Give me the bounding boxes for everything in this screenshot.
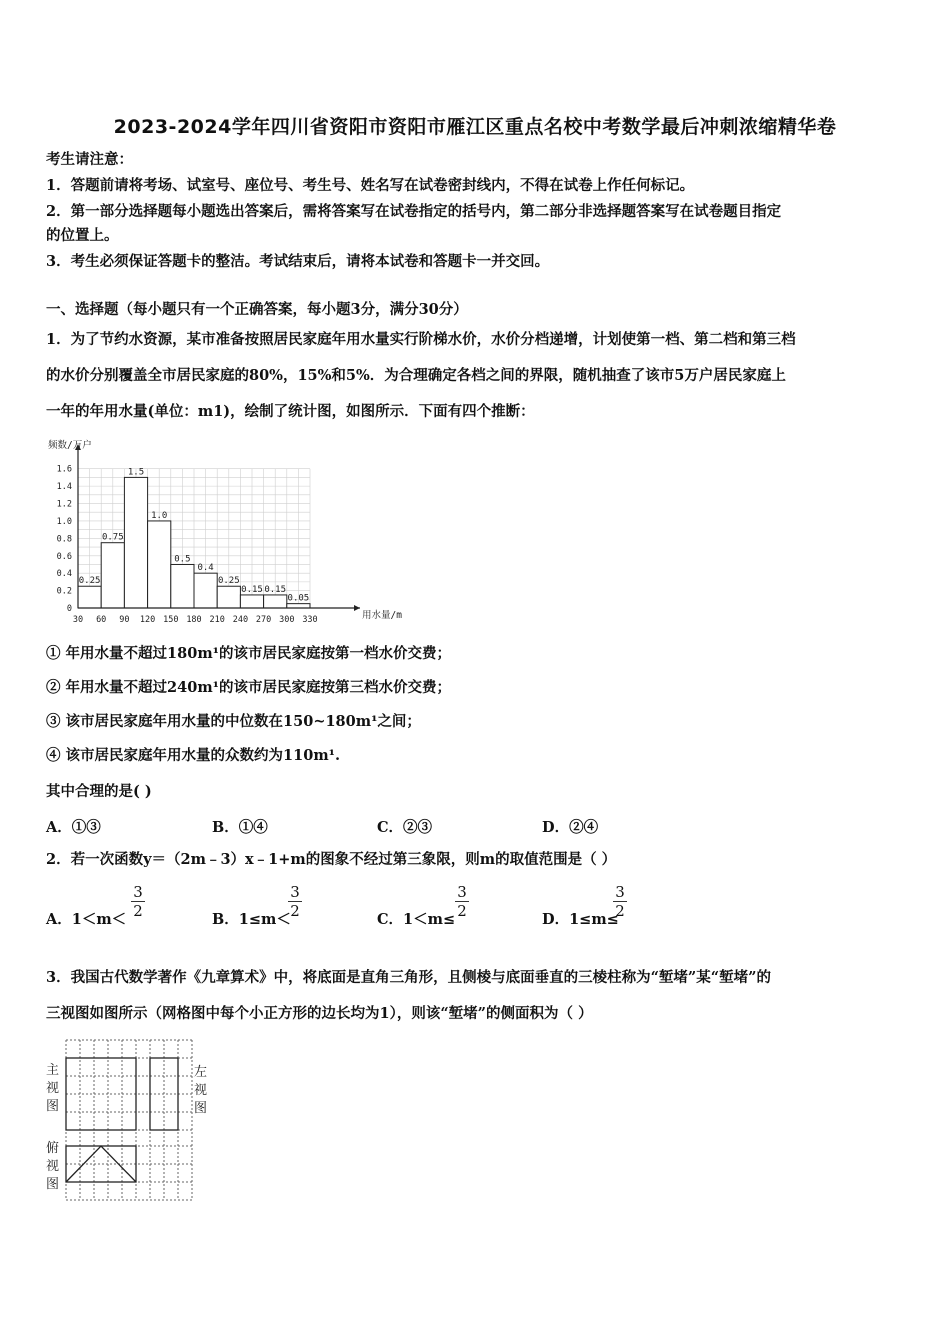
q1-text-line2: 的水价分别覆盖全市居民家庭的80%，15%和5%．为合理确定各档之间的界限，随机抽查了该市5万户居民家庭上 (46, 367, 786, 384)
exam-title: 2023-2024学年四川省资阳市资阳市雁江区重点名校中考数学最后冲刺浓缩精华卷 (113, 116, 837, 138)
top-view-rect (66, 1146, 136, 1182)
bar-value-label: 0.15 (241, 584, 263, 595)
q1-option-d[interactable]: D．②④ (542, 819, 599, 836)
histogram-bar (287, 604, 310, 608)
x-tick-label: 180 (186, 615, 202, 625)
q2-option-d[interactable]: D．1≤m≤ (542, 911, 619, 928)
q2-text: 2．若一次函数y＝（2m﹣3）x﹣1+m的图象不经过第三象限，则m的取值范围是（ ） (46, 851, 617, 868)
y-tick-label: 0 (66, 604, 72, 614)
histogram-bar (78, 586, 101, 608)
x-tick-label: 240 (232, 615, 249, 625)
bar-value-label: 0.4 (197, 563, 214, 574)
y-tick-label: 0.6 (56, 551, 72, 562)
notice-item-3: 3．考生必须保证答题卡的整洁。考试结束后，请将本试卷和答题卡一并交回。 (46, 253, 550, 270)
bar-value-label: 0.25 (78, 576, 101, 587)
q2-option-d-fraction: 3 2 (613, 884, 627, 919)
left-view-label-1: 左 (194, 1065, 208, 1080)
notice-item-1: 1．答题前请将考场、试室号、座位号、考生号、姓名写在试卷密封线内，不得在试卷上作任何标记。 (46, 177, 695, 194)
x-tick-label: 210 (209, 615, 225, 625)
q1-statement-3: ③ 该市居民家庭年用水量的中位数在150~180m¹之间； (46, 713, 421, 730)
q2-option-c-fraction: 3 2 (455, 884, 469, 919)
x-tick-label: 90 (119, 615, 130, 625)
bar-value-label: 1.5 (127, 467, 145, 478)
q2-option-b-fraction: 3 2 (288, 884, 302, 919)
front-view-label-3: 图 (46, 1099, 60, 1114)
histogram-bar (194, 573, 217, 608)
q2-option-a[interactable]: A．1＜m＜ (46, 911, 127, 928)
top-view-label-2: 视 (46, 1159, 60, 1174)
x-tick-label: 330 (302, 615, 318, 625)
q1-option-b[interactable]: B．①④ (212, 819, 268, 836)
front-view-rect (66, 1058, 136, 1130)
q1-statement-2: ② 年用水量不超过240m¹的该市居民家庭按第三档水价交费； (46, 679, 452, 696)
bar-value-label: 1.0 (151, 510, 168, 521)
y-tick-label: 0.8 (56, 534, 72, 545)
top-view-triangle (66, 1146, 136, 1182)
q1-text-line1: 1．为了节约水资源，某市准备按照居民家庭年用水量实行阶梯水价，水价分档递增，计划使第一档、第二档和第三档 (46, 331, 796, 348)
left-view-label-2: 视 (194, 1083, 208, 1098)
y-tick-label: 1.2 (56, 499, 72, 510)
section-heading: 一、选择题（每小题只有一个正确答案，每小题3分，满分30分） (46, 301, 468, 318)
q1-question: 其中合理的是( ) (46, 783, 152, 800)
q1-statement-1: ① 年用水量不超过180m¹的该市居民家庭按第一档水价交费； (46, 645, 452, 662)
q1-text-line3: 一年的年用水量(单位：m1)，绘制了统计图，如图所示．下面有四个推断： (46, 403, 535, 420)
figure-grid (66, 1040, 192, 1200)
histogram-bar (148, 521, 171, 608)
q3-text-line2: 三视图如图所示（网格图中每个小正方形的边长均为1），则该“堑堵”的侧面积为（ ） (46, 1005, 593, 1022)
histogram-chart (40, 436, 402, 632)
q1-option-a[interactable]: A．①③ (46, 819, 101, 836)
three-view-figure (40, 1036, 220, 1206)
q3-text-line1: 3．我国古代数学著作《九章算术》中，将底面是直角三角形，且侧棱与底面垂直的三棱柱称为“堑堵”某“堑堵”的 (46, 969, 771, 986)
x-tick-label: 270 (255, 615, 272, 625)
notice-heading: 考生请注意： (46, 151, 133, 168)
bar-value-label: 0.25 (217, 576, 240, 587)
notice-item-2-cont: 的位置上。 (46, 227, 119, 244)
y-tick-label: 0.4 (56, 569, 72, 580)
q1-statement-4: ④ 该市居民家庭年用水量的众数约为110m¹. (46, 747, 341, 764)
histogram-bar (101, 543, 124, 608)
front-view-label-1: 主 (46, 1063, 60, 1078)
y-tick-label: 1.6 (56, 464, 72, 475)
histogram-bar (171, 564, 194, 608)
y-tick-label: 0.2 (56, 586, 72, 597)
q2-option-b[interactable]: B．1≤m＜ (212, 911, 291, 928)
bar-value-label: 0.5 (174, 554, 191, 565)
histogram-bar (124, 477, 147, 608)
q2-option-c[interactable]: C．1＜m≤ (377, 911, 456, 928)
x-tick-label: 60 (96, 615, 107, 625)
histogram-bar (264, 595, 287, 608)
q1-option-c[interactable]: C．②③ (377, 819, 433, 836)
x-axis-arrow (354, 605, 360, 611)
front-view-label-2: 视 (46, 1081, 60, 1096)
y-tick-label: 1.4 (56, 482, 72, 493)
histogram-bar (217, 586, 240, 608)
top-view-label-3: 图 (46, 1177, 60, 1192)
notice-item-2: 2．第一部分选择题每小题选出答案后，需将答案写在试卷指定的括号内，第二部分非选择题答案写在试卷题目指定 (46, 203, 782, 220)
left-view-label-3: 图 (194, 1101, 208, 1116)
bar-value-label: 0.15 (264, 584, 287, 595)
y-tick-label: 1.0 (56, 516, 72, 527)
x-tick-label: 150 (163, 615, 179, 625)
x-tick-label: 30 (72, 615, 84, 625)
histogram-bar (240, 595, 263, 608)
x-axis-title: 用水量/m (362, 610, 402, 621)
top-view-label-1: 俯 (46, 1141, 60, 1156)
bar-value-label: 0.75 (101, 532, 124, 543)
y-axis-title: 频数/万户 (48, 440, 92, 451)
x-tick-label: 120 (139, 615, 156, 625)
bar-value-label: 0.05 (287, 593, 310, 604)
q2-option-a-fraction: 3 2 (131, 884, 145, 919)
x-tick-label: 300 (279, 615, 295, 625)
